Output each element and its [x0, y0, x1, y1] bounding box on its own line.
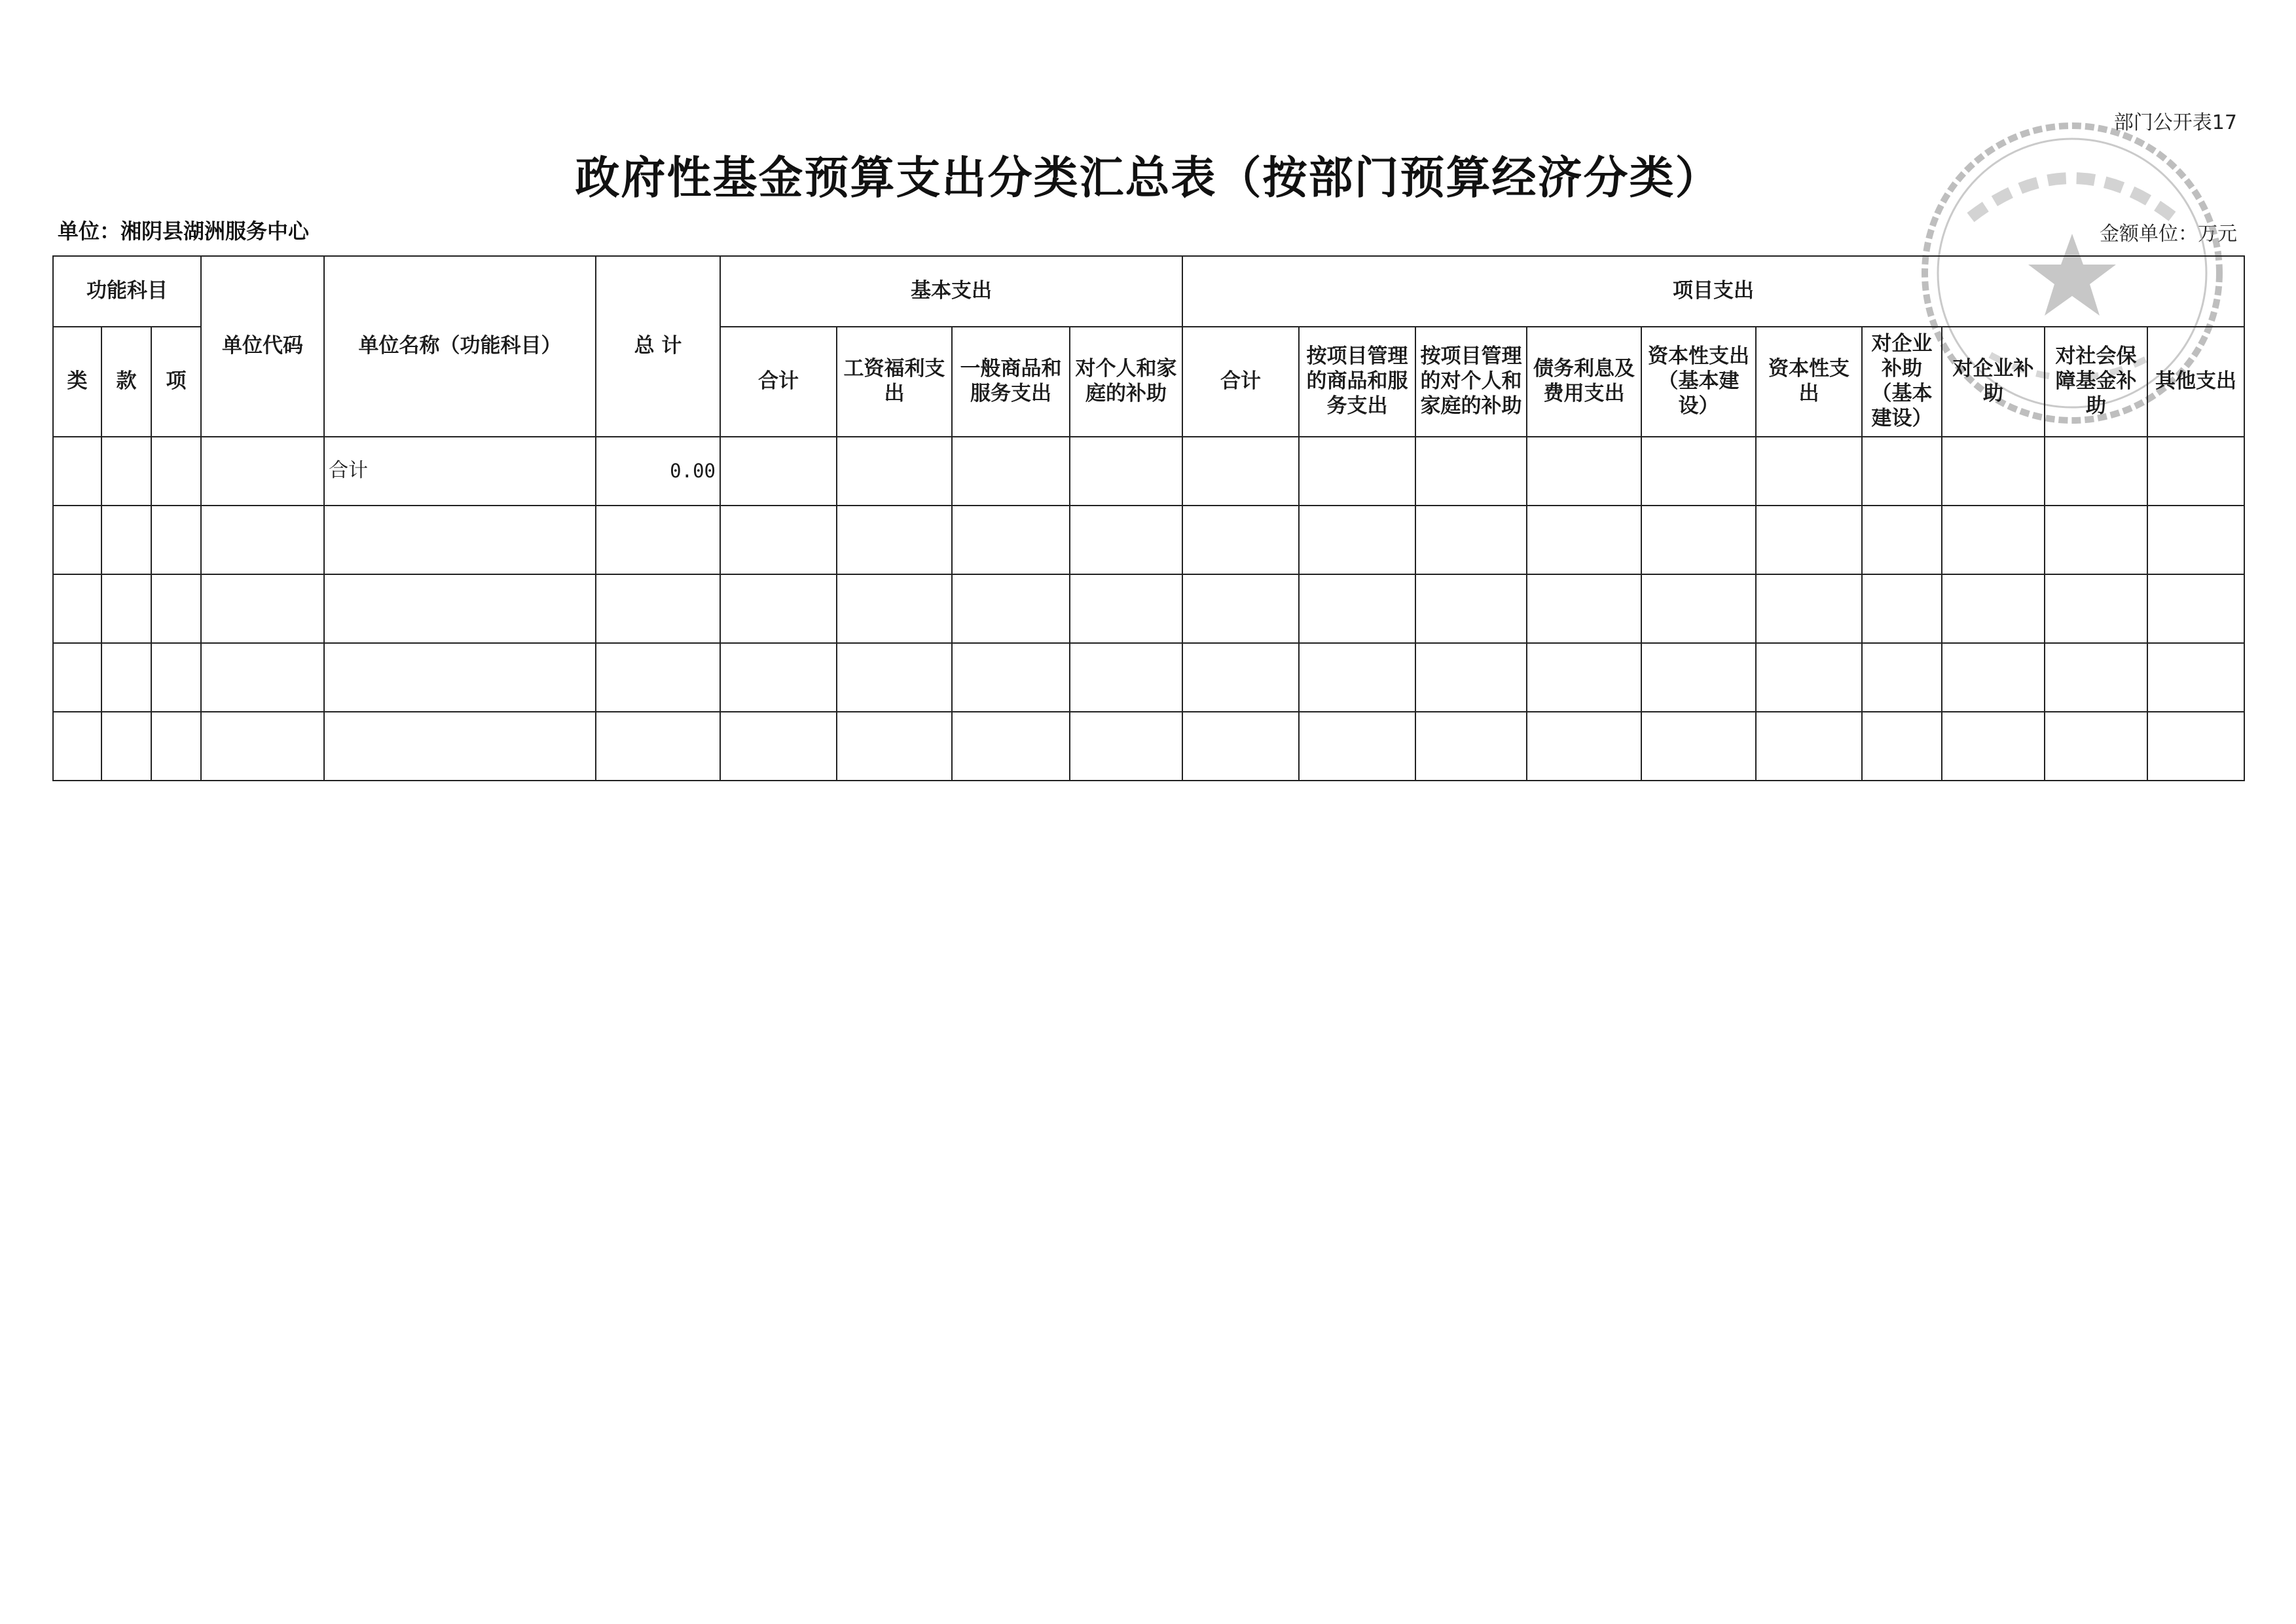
table-row	[53, 712, 2244, 781]
page-title: 政府性基金预算支出分类汇总表（按部门预算经济分类）	[575, 152, 1721, 204]
enterprise-subsidy-construction-header: 对企业补助（基本建设）	[1862, 327, 1942, 437]
unit-label: 单位：湘阴县湖洲服务中心	[58, 219, 310, 244]
row-total: 0.00	[596, 437, 720, 506]
table-row	[53, 643, 2244, 712]
other-expenditure-header: 其他支出	[2147, 327, 2244, 437]
salary-welfare-header: 工资福利支出	[837, 327, 952, 437]
row-name: 合计	[324, 437, 596, 506]
basic-expenditure-header: 基本支出	[720, 256, 1182, 327]
budget-table	[52, 255, 2245, 781]
basic-subtotal-header: 合计	[720, 327, 837, 437]
page-code: 部门公开表17	[2113, 111, 2237, 134]
functional-subject-header: 功能科目	[53, 256, 201, 327]
header-row-1	[53, 256, 2244, 327]
project-goods-services-header: 按项目管理的商品和服务支出	[1299, 327, 1415, 437]
amount-unit-label: 金额单位：万元	[2100, 223, 2237, 246]
table-row	[53, 506, 2244, 574]
table-row	[53, 574, 2244, 643]
unit-name-header: 单位名称（功能科目）	[324, 256, 596, 437]
household-subsidy-header: 对个人和家庭的补助	[1070, 327, 1182, 437]
debt-interest-header: 债务利息及费用支出	[1527, 327, 1641, 437]
capital-expenditure-header: 资本性支出	[1756, 327, 1862, 437]
unit-code-header: 单位代码	[201, 256, 324, 437]
table-row	[53, 437, 2244, 506]
enterprise-subsidy-header: 对企业补助	[1942, 327, 2045, 437]
item-header: 项	[151, 327, 201, 437]
class-header: 类	[53, 327, 101, 437]
project-subtotal-header: 合计	[1182, 327, 1299, 437]
project-expenditure-header: 项目支出	[1182, 256, 2244, 327]
social-security-subsidy-header: 对社会保障基金补助	[2045, 327, 2147, 437]
goods-services-header: 一般商品和服务支出	[952, 327, 1070, 437]
capital-construction-header: 资本性支出（基本建设）	[1641, 327, 1756, 437]
section-header: 款	[101, 327, 151, 437]
project-household-subsidy-header: 按项目管理的对个人和家庭的补助	[1415, 327, 1527, 437]
total-header: 总 计	[596, 256, 720, 437]
